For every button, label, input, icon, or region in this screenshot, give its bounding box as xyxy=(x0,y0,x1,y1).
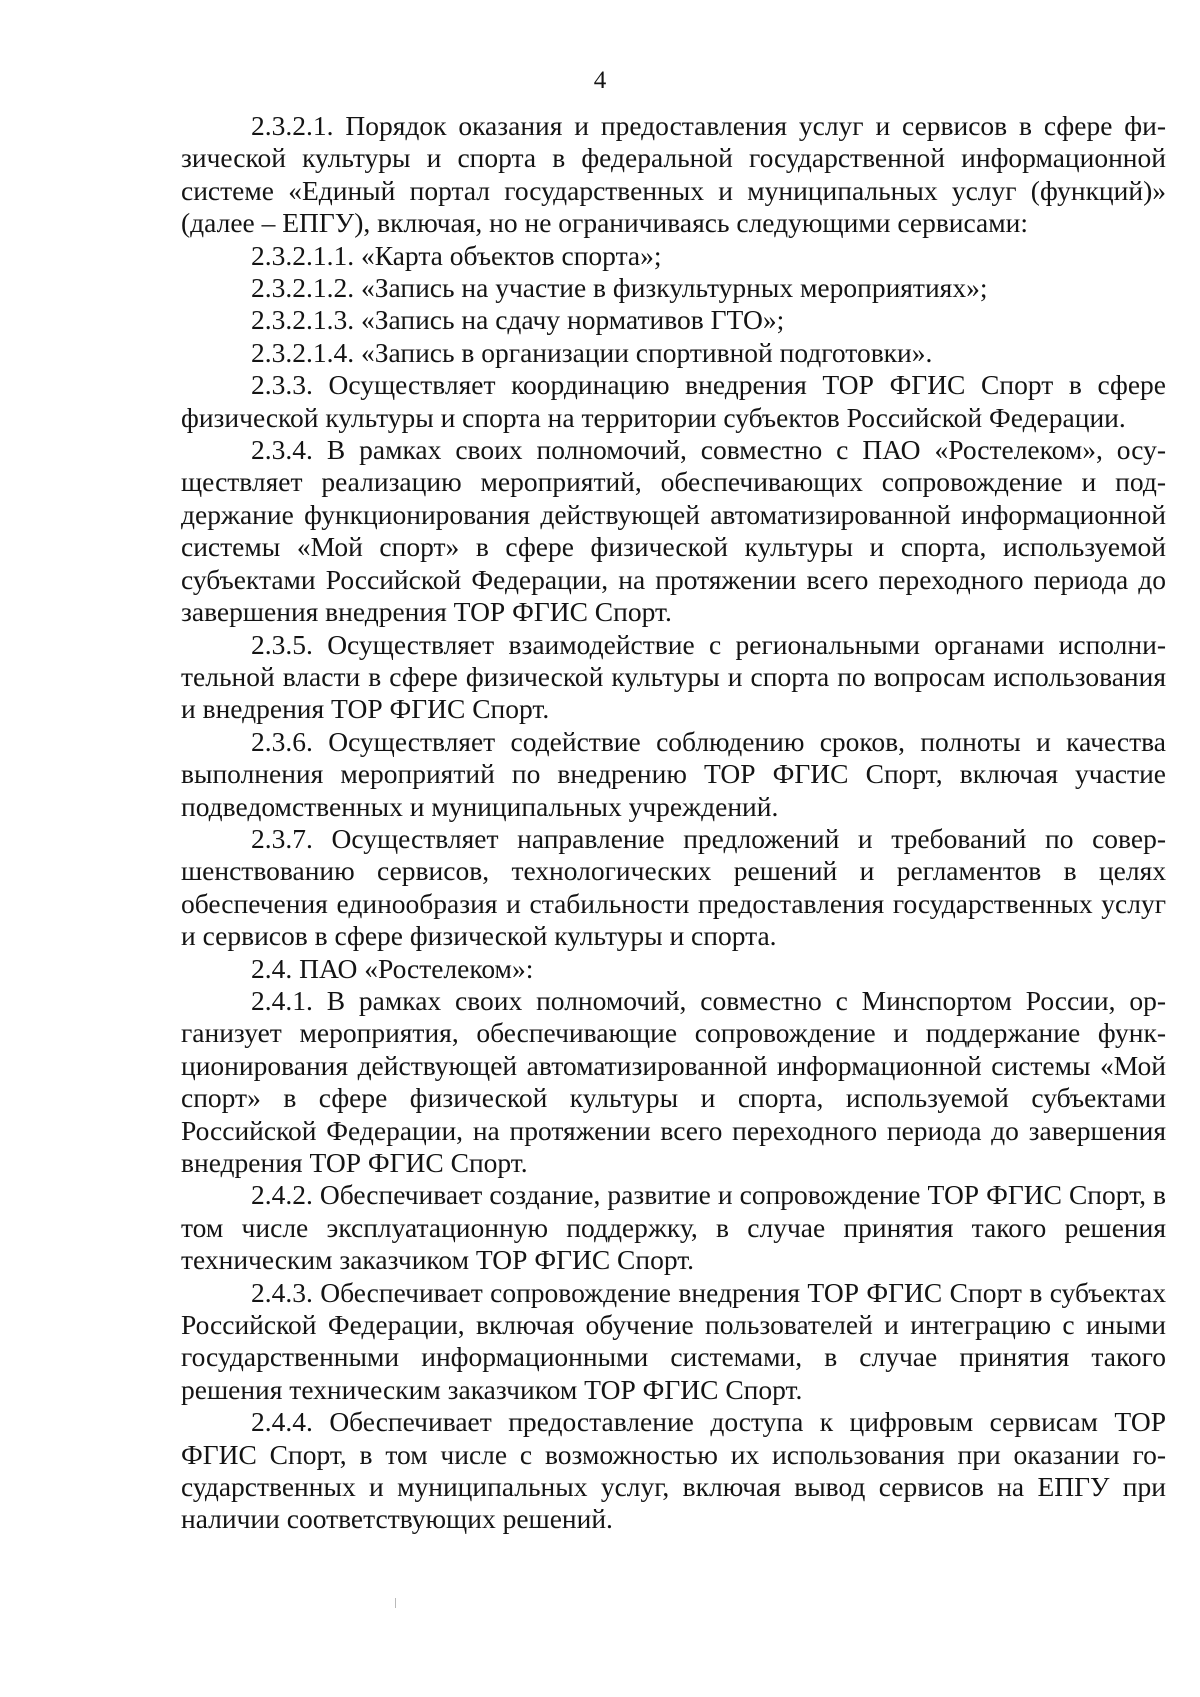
paragraph-2-3-2-1-1: 2.3.2.1.1. «Карта объектов спорта»; xyxy=(251,239,662,271)
paragraph-2-3-2-1-2: 2.3.2.1.2. «Запись на участие в физкультурных мероприятиях»; xyxy=(251,272,988,304)
paragraph-2-3-3: 2.3.3. Осуществляет координацию внедрения ТОР ФГИС Спорт в сфере физической культуры и спорта на территории субъектов Российской Федерации. xyxy=(181,369,1166,433)
paragraph-2-3-4: 2.3.4. В рамках своих полномочий, совместно с ПАО «Ростелеком», осуществляет реализацию мероприятий, обеспечивающих сопровождение и поддержание функционирования действующей автоматизированной информационной системы «Мой спорт» в сфере физической культуры и спорта, используемой субъектами Российской Федерации, на протяжении всего переходного периода до завершения внедрения ТОР ФГИС Спорт. xyxy=(181,434,1166,628)
paragraph-2-4: 2.4. ПАО «Ростелеком»: xyxy=(251,952,534,984)
paragraph-2-3-5: 2.3.5. Осуществляет взаимодействие с региональными органами исполнительной власти в сфере физической культуры и спорта по вопросам использования и внедрения ТОР ФГИС Спорт. xyxy=(181,628,1166,725)
paragraph-2-4-4: 2.4.4. Обеспечивает предоставление доступа к цифровым сервисам ТОР ФГИС Спорт, в том числе с возможностью их использования при оказании государственных и муниципальных услуг, включая вывод сервисов на ЕПГУ при наличии соответствующих решений. xyxy=(181,1406,1166,1535)
paragraph-2-3-6: 2.3.6. Осуществляет содействие соблюдению сроков, полноты и качества выполнения мероприятий по внедрению ТОР ФГИС Спорт, включая участие подведомственных и муниципальных учреждений. xyxy=(181,725,1166,822)
paragraph-2-4-1: 2.4.1. В рамках своих полномочий, совместно с Минспортом России, организует мероприятия, обеспечивающие сопровождение и поддержание функционирования действующей автоматизированной информационной системы «Мой спорт» в сфере физической культуры и спорта, используемой субъектами Российской Федерации, на протяжении всего переходного периода до завершения внедрения ТОР ФГИС Спорт. xyxy=(181,984,1166,1178)
paragraph-2-3-7: 2.3.7. Осуществляет направление предложений и требований по совершенствованию сервисов, технологических решений и регламентов в целях обеспечения единообразия и стабильности предоставления государственных услуг и сервисов в сфере физической культуры и спорта. xyxy=(181,822,1166,952)
paragraph-2-4-2: 2.4.2. Обеспечивает создание, развитие и сопровождение ТОР ФГИС Спорт, в том числе эксплуатационную поддержку, в случае принятия такого решения техническим заказчиком ТОР ФГИС Спорт. xyxy=(181,1179,1166,1276)
paragraph-2-3-2-1-3: 2.3.2.1.3. «Запись на сдачу нормативов ГТО»; xyxy=(251,304,785,336)
paragraph-2-3-2-1-4: 2.3.2.1.4. «Запись в организации спортивной подготовки». xyxy=(251,336,933,368)
document-body xyxy=(181,110,1166,1536)
page-number: 4 xyxy=(593,67,607,94)
paragraph-2-3-2-1: 2.3.2.1. Порядок оказания и предоставления услуг и сервисов в сфере физической культуры и спорта в федеральной государственной информационной системе «Единый портал государственных и муниципальных услуг (функций)» (далее – ЕПГУ), включая, но не ограничиваясь следующими сервисами: xyxy=(181,110,1166,239)
paragraph-2-4-3: 2.4.3. Обеспечивает сопровождение внедрения ТОР ФГИС Спорт в субъектах Российской Федерации, включая обучение пользователей и интеграцию с иными государственными информационными системами, в случае принятия такого решения техническим заказчиком ТОР ФГИС Спорт. xyxy=(181,1276,1166,1405)
scan-mark xyxy=(395,1598,396,1608)
